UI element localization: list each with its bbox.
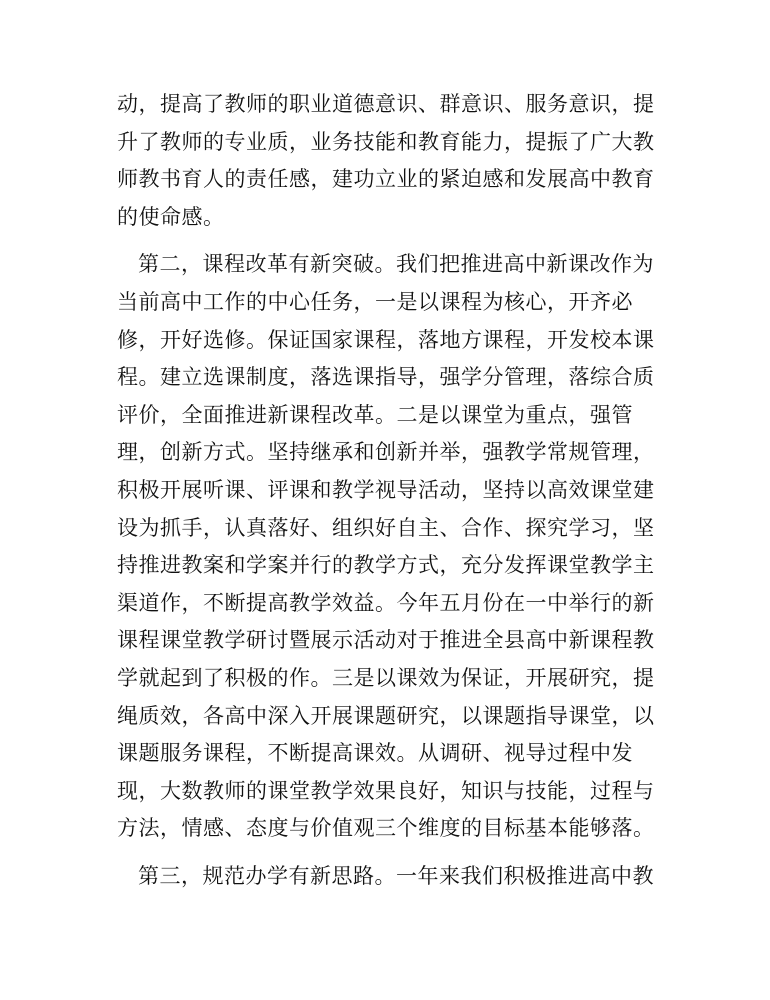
text-line: 现，大数教师的课堂教学效果良好，知识与技能，过程与 <box>117 778 655 803</box>
text-line: 师教书育人的责任感，建功立业的紧迫感和发展高中教育 <box>117 167 655 192</box>
text-line: 动，提高了教师的职业道德意识、群意识、服务意识，提 <box>117 92 655 116</box>
paragraph-3 <box>117 858 654 896</box>
text-line: 绳质效，各高中深入开展课题研究，以课题指导课堂，以 <box>117 703 655 728</box>
text-line: 课题服务课程，不断提高课效。从调研、视导过程中发 <box>117 741 633 766</box>
text-line: 修，开好选修。保证国家课程，落地方课程，开发校本课 <box>117 327 655 352</box>
text-line: 评价，全面推进新课程改革。二是以课堂为重点，强管 <box>117 402 633 427</box>
text-line: 程。建立选课制度，落选课指导，强学分管理，落综合质 <box>117 365 655 390</box>
text-line: 学就起到了积极的作。三是以课效为保证，开展研究，提 <box>117 665 655 690</box>
paragraph-gap <box>117 848 637 858</box>
text-line: 设为抓手，认真落好、组织好自主、合作、探究学习，坚 <box>117 515 655 540</box>
text-line: 的使命感。 <box>117 204 225 229</box>
text-line: 方法，情感、态度与价值观三个维度的目标基本能够落。 <box>117 816 655 841</box>
paragraph-1 <box>117 86 655 236</box>
text-line: 第三，规范办学有新思路。一年来我们积极推进高中教 <box>138 863 654 888</box>
text-line: 升了教师的专业质，业务技能和教育能力，提振了广大教 <box>117 129 655 154</box>
text-line: 持推进教案和学案并行的教学方式，充分发挥课堂教学主 <box>117 553 655 578</box>
text-line: 理，创新方式。坚持继承和创新并举，强教学常规管理， <box>117 440 655 465</box>
text-line: 当前高中工作的中心任务，一是以课程为核心，开齐必 <box>117 289 633 314</box>
text-line: 课程课堂教学研讨暨展示活动对于推进全县高中新课程教 <box>117 628 655 653</box>
paragraph-gap <box>117 236 637 246</box>
text-line: 第二，课程改革有新突破。我们把推进高中新课改作为 <box>138 252 654 277</box>
paragraph-2 <box>117 246 655 848</box>
text-line: 渠道作，不断提高教学效益。今年五月份在一中举行的新 <box>117 590 655 615</box>
document-page <box>117 86 655 895</box>
text-line: 积极开展听课、评课和教学视导活动，坚持以高效课堂建 <box>117 477 655 502</box>
